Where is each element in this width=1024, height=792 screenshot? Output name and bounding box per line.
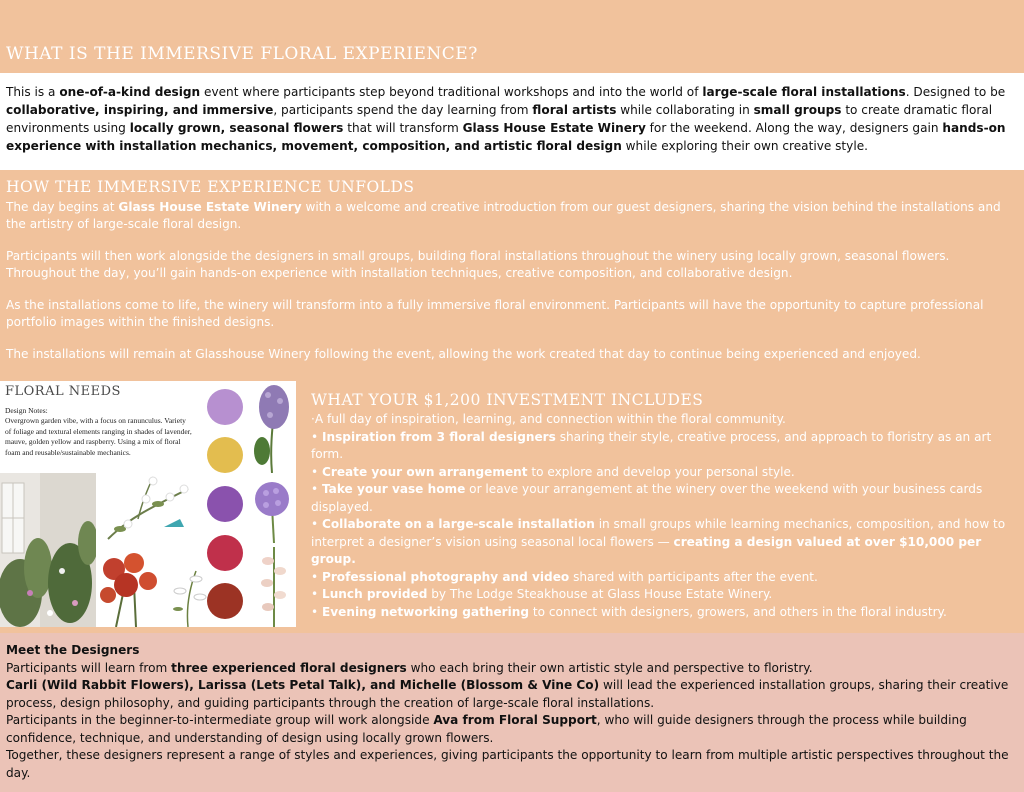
board-notes-label: Design Notes: <box>5 406 48 415</box>
text-run: • <box>311 569 322 584</box>
white-blossom-sprig <box>98 469 196 553</box>
bold-phrase: small groups <box>753 103 842 117</box>
bold-phrase: collaborative, inspiring, and immersive <box>6 103 274 117</box>
investment-item <box>311 411 1016 429</box>
text-run: Participants in the beginner-to-intermediate group will work alongside <box>6 713 434 727</box>
white-freesia-stem <box>166 567 210 627</box>
text-run: , who will guide designers through the process while building confidence, technique, and understanding of design using locally grown flowers. <box>6 713 967 745</box>
bold-phrase: Ava from Floral Support <box>433 713 597 727</box>
board-title: FLORAL NEEDS <box>5 384 121 399</box>
investment-section <box>301 381 1024 626</box>
text-run: to create dramatic floral environments using <box>6 103 993 135</box>
section1-paragraph <box>6 83 1018 155</box>
text-run: • <box>311 482 322 496</box>
section2-p1-venue: Glass House Estate Winery <box>118 200 302 214</box>
text-run: to explore and develop your personal style. <box>527 464 795 479</box>
section2-heading: HOW THE IMMERSIVE EXPERIENCE UNFOLDS <box>6 178 415 196</box>
section1-heading: WHAT IS THE IMMERSIVE FLORAL EXPERIENCE? <box>6 44 478 64</box>
text-run: to connect with designers, growers, and others in the floral industry. <box>529 604 947 619</box>
allium-flower <box>248 477 296 543</box>
text-run: in small groups while learning mechanics, composition, and how to interpret a designer’s vision using seasonal local flowers — <box>311 517 1006 549</box>
investment-heading: WHAT YOUR $1,200 INVESTMENT INCLUDES <box>311 391 704 409</box>
foxglove-stem <box>252 541 296 627</box>
investment-item <box>311 604 1016 622</box>
bold-phrase: three experienced floral designers <box>171 660 407 675</box>
swatch-purple <box>207 486 243 522</box>
bold-phrase: hands-on experience with installation mechanics, movement, composition, and artistic floral design <box>6 121 1006 153</box>
section2-paragraph-2: Participants will then work alongside the designers in small groups, building floral installations throughout the winery using locally grown, seasonal flowers. Throughout the day, you’ll gain hands-on experience with installation techniques, creative composition, and collaborative design. <box>6 249 950 280</box>
bold-phrase: creating a design valued at over $10,000 per group. <box>311 534 982 566</box>
text-run: • <box>311 464 322 479</box>
text-run: . Designed to be <box>905 85 1006 99</box>
text-run: Participants will learn from <box>6 660 172 675</box>
section2 <box>0 170 1024 374</box>
swatch-lavender <box>207 389 243 425</box>
designers-line <box>6 677 1018 712</box>
bold-phrase: large-scale floral installations <box>702 85 906 99</box>
red-ranunculus <box>96 549 166 627</box>
bold-phrase: Lunch provided <box>321 587 428 601</box>
section2-p1-post: with a welcome and creative introduction from our guest designers, sharing the vision behind the installations and the artistry of large-scale floral design. <box>6 200 1001 231</box>
text-run: or leave your arrangement at the winery over the weekend with your business cards displayed. <box>311 482 983 514</box>
text-run: sharing their style, creative process, and approach to floristry as an art form. <box>311 429 992 461</box>
bold-phrase: Take your vase home <box>321 482 466 496</box>
text-run: will lead the experienced installation groups, sharing their creative process, design philosophy, and guiding participants through the creation of large-scale floral installations. <box>6 678 1009 710</box>
investment-item <box>311 481 1016 516</box>
text-run: who each bring their own artistic style and perspective to floristry. <box>406 660 813 675</box>
text-run: ·A full day of inspiration, learning, and connection within the floral community. <box>311 412 786 426</box>
bold-phrase: Evening networking gathering <box>321 604 530 619</box>
text-run: event where participants step beyond traditional workshops and into the world of <box>200 85 703 99</box>
text-run: while collaborating in <box>616 103 754 117</box>
lilac-sprig <box>248 381 296 473</box>
section2-p1-pre: The day begins at <box>6 200 119 214</box>
text-run: This is a <box>6 85 60 99</box>
text-run: that will transform <box>343 121 463 135</box>
section2-paragraph-4: The installations will remain at Glasshouse Winery following the event, allowing the work created that day to continue being experienced and enjoyed. <box>6 347 921 361</box>
swatch-raspberry <box>207 535 243 571</box>
text-run: • <box>311 429 322 444</box>
investment-item <box>311 516 1016 569</box>
text-run: by The Lodge Steakhouse at Glass House Estate Winery. <box>427 587 773 601</box>
section2-paragraph-1 <box>6 199 1018 232</box>
investment-item <box>311 569 1016 587</box>
designers-list <box>6 660 1018 783</box>
text-run: • <box>311 517 322 531</box>
bold-phrase: one-of-a-kind design <box>59 85 201 99</box>
venue-interior-photo <box>0 473 96 627</box>
investment-list <box>311 411 1016 621</box>
text-run: • <box>311 587 322 601</box>
bold-phrase: Create your own arrangement <box>321 464 528 479</box>
board-notes: Overgrown garden vibe, with a focus on ranunculus. Variety of foliage and textural elements ranging in shades of lavender, mauve, golden yellow and raspberry. Using a mix of floral foam and reusable/sustainable mechanics. <box>5 416 192 457</box>
section1-body <box>0 73 1024 170</box>
designers-line <box>6 660 1018 678</box>
designers-line <box>6 747 1018 782</box>
swatch-rust-red <box>207 583 243 619</box>
text-run: • <box>311 604 322 619</box>
text-run: , participants spend the day learning from <box>273 103 533 117</box>
designers-title: Meet the Designers <box>6 643 140 657</box>
bold-phrase: Professional photography and video <box>321 569 570 584</box>
investment-item <box>311 464 1016 482</box>
bold-phrase: Glass House Estate Winery <box>462 121 646 135</box>
text-run: Together, these designers represent a range of styles and experiences, giving participants the opportunity to learn from multiple artistic perspectives throughout the day. <box>6 748 1009 780</box>
swatch-golden-yellow <box>207 437 243 473</box>
bold-phrase: floral artists <box>532 103 617 117</box>
section2-paragraph-3: As the installations come to life, the winery will transform into a fully immersive floral environment. Participants will have the opportunity to capture professional portfolio images within the finished designs. <box>6 298 984 329</box>
investment-item <box>311 429 1016 464</box>
bold-phrase: Inspiration from 3 floral designers <box>321 429 556 444</box>
floral-needs-board <box>0 381 296 627</box>
investment-item <box>311 586 1016 604</box>
bold-phrase: Carli (Wild Rabbit Flowers), Larissa (Lets Petal Talk), and Michelle (Blossom & Vine Co) <box>6 678 600 692</box>
text-run: while exploring their own creative style. <box>621 139 868 153</box>
designers-line <box>6 712 1018 747</box>
text-run: shared with participants after the event. <box>569 569 818 584</box>
text-run: for the weekend. Along the way, designers gain <box>645 121 943 135</box>
bold-phrase: locally grown, seasonal flowers <box>129 121 344 135</box>
designers-section <box>0 633 1024 792</box>
bold-phrase: Collaborate on a large-scale installation <box>321 517 595 531</box>
section1-header-band <box>0 0 1024 73</box>
